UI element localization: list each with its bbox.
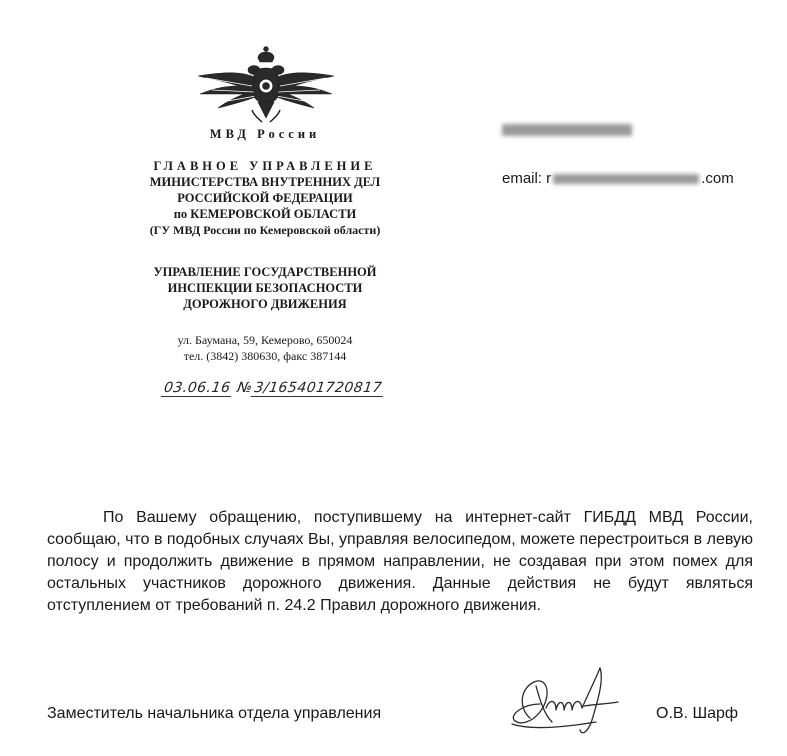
org-line: РОССИЙСКОЙ ФЕДЕРАЦИИ	[177, 191, 353, 205]
reg-no-label: №	[236, 380, 254, 396]
mvd-emblem-icon	[192, 44, 340, 124]
email-prefix: email: r	[502, 170, 552, 187]
reg-number: 3/165401720817	[251, 380, 385, 397]
redaction-block	[502, 124, 632, 136]
recipient-name-redacted	[502, 121, 632, 138]
org-line: МИНИСТЕРСТВА ВНУТРЕННИХ ДЕЛ	[149, 175, 381, 189]
signature-icon	[500, 660, 630, 740]
org-line: по КЕМЕРОВСКОЙ ОБЛАСТИ	[173, 207, 357, 221]
letter-body: По Вашему обращению, поступившему на интернет-сайт ГИБДД МВД России, сообщаю, что в подобных случаях Вы, управляя велосипедом, можете перестроиться в левую полосу и продолжить движение в прямом направлении, не создавая при этом помех для остальных участников дорожного движения. Данные действия не будут являться отступлением от требований п. 24.2 Правил дорожного движения.	[47, 509, 753, 614]
contact-block	[100, 332, 430, 364]
org-short-name: МВД России	[209, 127, 321, 141]
org-line: (ГУ МВД России по Кемеровской области)	[149, 223, 381, 237]
signer-name: О.В. Шарф	[656, 705, 739, 722]
registration-line	[161, 380, 385, 397]
dept-line: УПРАВЛЕНИЕ ГОСУДАРСТВЕННОЙ	[153, 265, 377, 279]
dept-line: ИНСПЕКЦИИ БЕЗОПАСНОСТИ	[167, 281, 363, 295]
organization-name	[100, 158, 430, 238]
recipient-email	[502, 170, 734, 187]
signer-title: Заместитель начальника отдела управления	[47, 705, 382, 722]
dept-line: ДОРОЖНОГО ДВИЖЕНИЯ	[183, 297, 347, 311]
department-name	[100, 264, 430, 312]
address-line: ул. Баумана, 59, Кемерово, 650024	[177, 333, 353, 347]
phone-line: тел. (3842) 380630, факс 387144	[183, 349, 347, 363]
reg-date: 03.06.16	[161, 380, 234, 397]
org-line: ГЛАВНОЕ УПРАВЛЕНИЕ	[153, 159, 377, 173]
email-suffix: .com	[701, 170, 734, 187]
redaction-block	[553, 174, 699, 184]
